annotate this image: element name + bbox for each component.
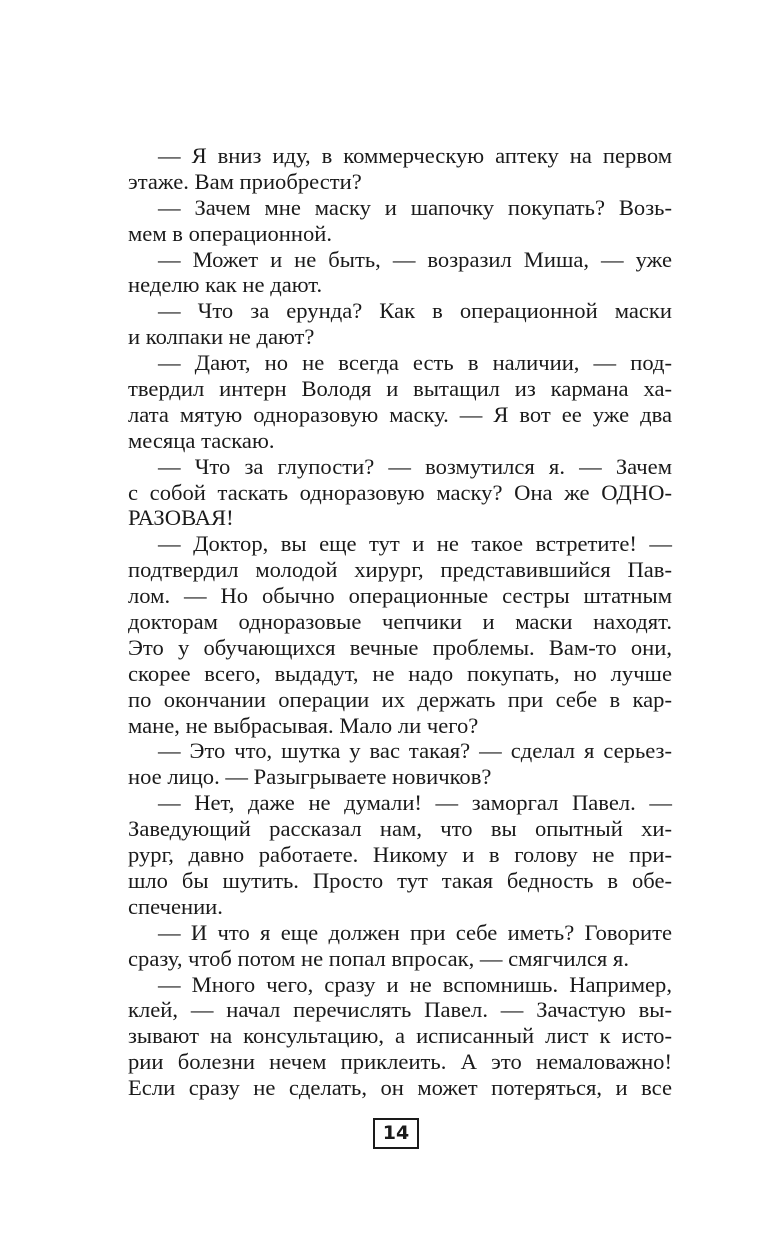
text-line: этаже. Вам приобрести? — [128, 168, 362, 194]
text-line: спечении. — [128, 893, 223, 919]
text-line: клей, — начал перечислять Павел. — Зачастую вы- — [128, 997, 672, 1023]
text-line: лом. — Но обычно операционные сестры штатным — [128, 583, 672, 609]
text-line: — Дают, но не всегда есть в наличии, — под- — [158, 350, 672, 376]
text-line: докторам одноразовые чепчики и маски находят. — [128, 609, 672, 635]
text-line: ное лицо. — Разыгрываете новичков? — [128, 764, 492, 790]
body-text — [128, 143, 672, 1101]
text-line: неделю как не дают. — [128, 272, 323, 298]
text-line: РАЗОВАЯ! — [128, 505, 234, 531]
text-line: мане, не выбрасывая. Мало ли чего? — [128, 712, 479, 738]
text-line: зывают на консультацию, а исписанный лист к исто- — [128, 1023, 672, 1049]
text-line: — Зачем мне маску и шапочку покупать? Возь- — [158, 194, 672, 220]
page-number: 14 — [373, 1118, 419, 1149]
text-line: сразу, чтоб потом не попал впросак, — смягчился я. — [128, 945, 629, 971]
text-line: — Нет, даже не думали! — заморгал Павел. — — [158, 790, 672, 816]
text-line: — Доктор, вы еще тут и не такое встретите! — — [158, 531, 672, 557]
text-line: твердил интерн Володя и вытащил из кармана ха- — [128, 376, 672, 402]
text-line: по окончании операции их держать при себе в кар- — [128, 686, 672, 712]
text-line: — И что я еще должен при себе иметь? Говорите — [158, 919, 672, 945]
text-line: — Это что, шутка у вас такая? — сделал я серьез- — [158, 738, 672, 764]
text-line: Заведующий рассказал нам, что вы опытный хи- — [128, 816, 672, 842]
text-line: Это у обучающихся вечные проблемы. Вам-то они, — [128, 634, 672, 660]
text-line: — Что за глупости? — возмутился я. — Зачем — [158, 453, 672, 479]
text-line: с собой таскать одноразовую маску? Она же ОДНО- — [128, 479, 672, 505]
text-line: подтвердил молодой хирург, представившийся Пав- — [128, 557, 672, 583]
text-line: Если сразу не сделать, он может потеряться, и все — [128, 1075, 672, 1101]
text-line: — Много чего, сразу и не вспомнишь. Например, — [158, 971, 672, 997]
text-line: и колпаки не дают? — [128, 324, 315, 350]
text-line: месяца таскаю. — [128, 427, 275, 453]
text-line: мем в операционной. — [128, 220, 333, 246]
text-line: — Может и не быть, — возразил Миша, — уже — [158, 246, 672, 272]
text-line: — Что за ерунда? Как в операционной маски — [158, 298, 672, 324]
text-line: шло бы шутить. Просто тут такая бедность в обе- — [128, 867, 672, 893]
text-line: лата мятую одноразовую маску. — Я вот ее уже два — [128, 401, 672, 427]
text-line: рии болезни нечем приклеить. А это немаловажно! — [128, 1049, 672, 1075]
text-line: скорее всего, выдадут, не надо покупать, но лучше — [128, 660, 672, 686]
text-line: — Я вниз иду, в коммерческую аптеку на первом — [158, 143, 672, 168]
text-line: рург, давно работаете. Никому и в голову не при- — [128, 842, 672, 868]
